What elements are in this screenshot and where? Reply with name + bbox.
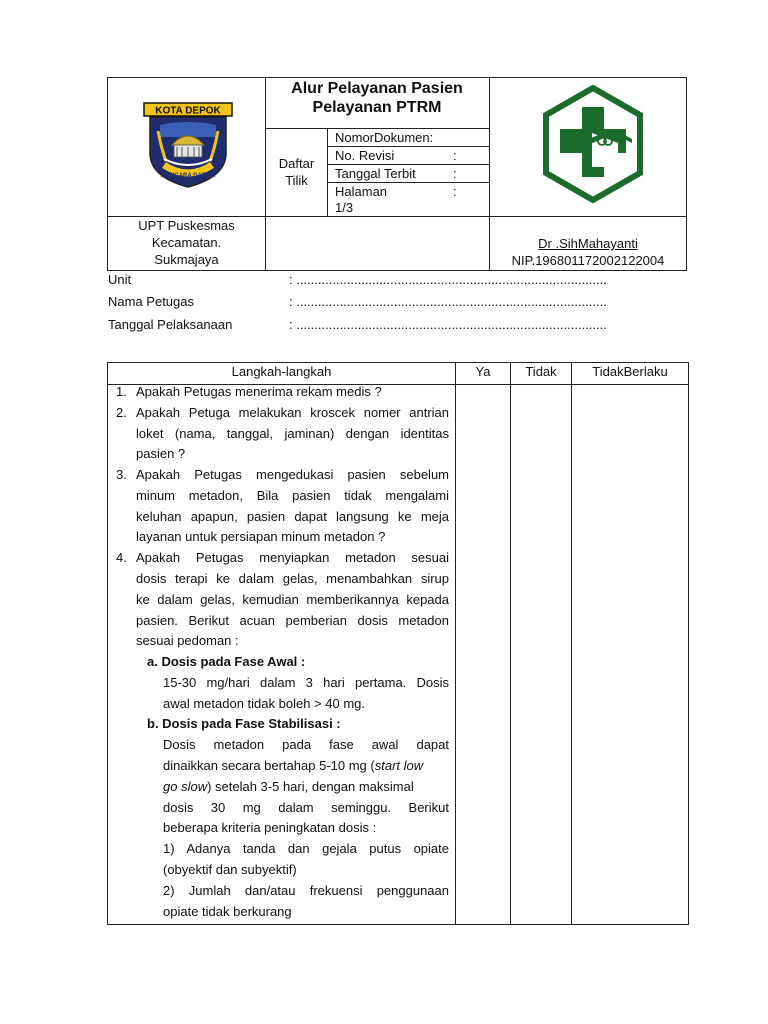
signer-name: Dr .SihMahayanti: [538, 236, 638, 251]
checklist-line: 1) Adanya tanda dan gejala putus opiate: [163, 841, 449, 856]
halaman-colon: :: [453, 184, 457, 199]
col-header-ya: Ya: [475, 364, 491, 379]
checklist-line: Apakah Petugas menyiapkan metadon sesuai: [136, 550, 449, 565]
col-header-tidak: Tidak: [525, 364, 557, 379]
nomor-dokumen-label: NomorDokumen:: [335, 130, 434, 145]
sub-heading-fase-awal: a. Dosis pada Fase Awal :: [147, 654, 306, 669]
halaman-label: Halaman: [335, 184, 388, 199]
checklist-line: dosis terapi ke dalam gelas, menambahkan sirup: [136, 571, 449, 586]
checklist-line: Dosis metadon pada fase awal dapat: [163, 737, 449, 752]
crest-motto-text: PARICARA DARMA: [160, 173, 216, 179]
halaman-value: 1/3: [335, 200, 354, 215]
sub-heading-fase-stabilisasi: b. Dosis pada Fase Stabilisasi :: [147, 716, 341, 731]
checklist-line: dinaikkan secara bertahap 5-10 mg (start low: [163, 758, 424, 773]
crest-banner-text: KOTA DEPOK: [155, 105, 221, 117]
checklist-line: dosis 30 mg dalam seminggu. Berikut: [163, 800, 449, 815]
checklist-line: minum metadon, Bila pasien tidak mengalami: [136, 488, 449, 503]
item-number: 2.: [116, 405, 127, 420]
checklist-line: Apakah Petugas menerima rekam medis ?: [136, 384, 382, 399]
tanggal-terbit-colon: :: [453, 166, 457, 181]
checklist-line: Apakah Petugas mengedukasi pasien sebelum: [136, 467, 449, 482]
checklist-line: Apakah Petuga melakukan kroscek nomer antrian: [136, 405, 449, 420]
checklist-line: layanan untuk persiapan minum metadon ?: [136, 529, 386, 544]
checklist-line: pasien ?: [136, 446, 186, 461]
col-header-langkah: Langkah-langkah: [231, 364, 332, 379]
checklist-line: beberapa kriteria peningkatan dosis :: [163, 820, 377, 835]
checklist-line: keluhan apapun, pasien dapat langsung ke meja: [136, 509, 449, 524]
signer-nip: NIP.196801172002122004: [511, 253, 665, 268]
doc-title-line1: Alur Pelayanan Pasien: [291, 80, 463, 97]
kota-depok-crest-icon: [142, 101, 234, 189]
nama-petugas-field[interactable]: : ......................................................................................: [289, 294, 607, 309]
puskesmas-logo-icon: [542, 85, 644, 203]
tanggal-pelaksanaan-label: Tanggal Pelaksanaan: [108, 317, 233, 332]
checklist-line: awal metadon tidak boleh > 40 mg.: [163, 696, 365, 711]
daftar-label: Daftar: [278, 156, 315, 171]
checklist-line: pasien. Berikut acuan pemberian dosis metadon: [136, 613, 449, 628]
org-line1: UPT Puskesmas: [138, 218, 235, 233]
doc-title-line2: Pelayanan PTRM: [312, 99, 442, 116]
checklist-line: opiate tidak berkurang: [163, 904, 292, 919]
tanggal-terbit-label: Tanggal Terbit: [335, 166, 416, 181]
checklist-line: 15-30 mg/hari dalam 3 hari pertama. Dosis: [163, 675, 449, 690]
checklist-line: loket (nama, tanggal, jaminan) dengan identitas: [136, 426, 449, 441]
org-line3: Sukmajaya: [154, 252, 219, 267]
checklist-line: sesuai pedoman :: [136, 633, 239, 648]
checklist-line: 2) Jumlah dan/atau frekuensi penggunaan: [163, 883, 449, 898]
checklist-line: (obyektif dan subyektif): [163, 862, 297, 877]
no-revisi-label: No. Revisi: [335, 148, 395, 163]
tanggal-pelaksanaan-field[interactable]: : ......................................................................................: [289, 317, 607, 332]
col-header-tidak-berlaku: TidakBerlaku: [592, 364, 668, 379]
checklist-line: ke dalam gelas, kemudian memberikannya kepada: [136, 592, 449, 607]
no-revisi-colon: :: [453, 148, 457, 163]
org-line2: Kecamatan.: [151, 235, 222, 250]
tilik-label: Tilik: [285, 173, 308, 188]
unit-field[interactable]: : ......................................................................................: [289, 272, 607, 287]
unit-label: Unit: [108, 272, 132, 287]
item-number: 3.: [116, 467, 127, 482]
item-number: 4.: [116, 550, 127, 565]
nama-petugas-label: Nama Petugas: [108, 294, 194, 309]
item-number: 1.: [116, 384, 127, 399]
checklist-line: go slow) setelah 3-5 hari, dengan maksimal: [163, 779, 414, 794]
